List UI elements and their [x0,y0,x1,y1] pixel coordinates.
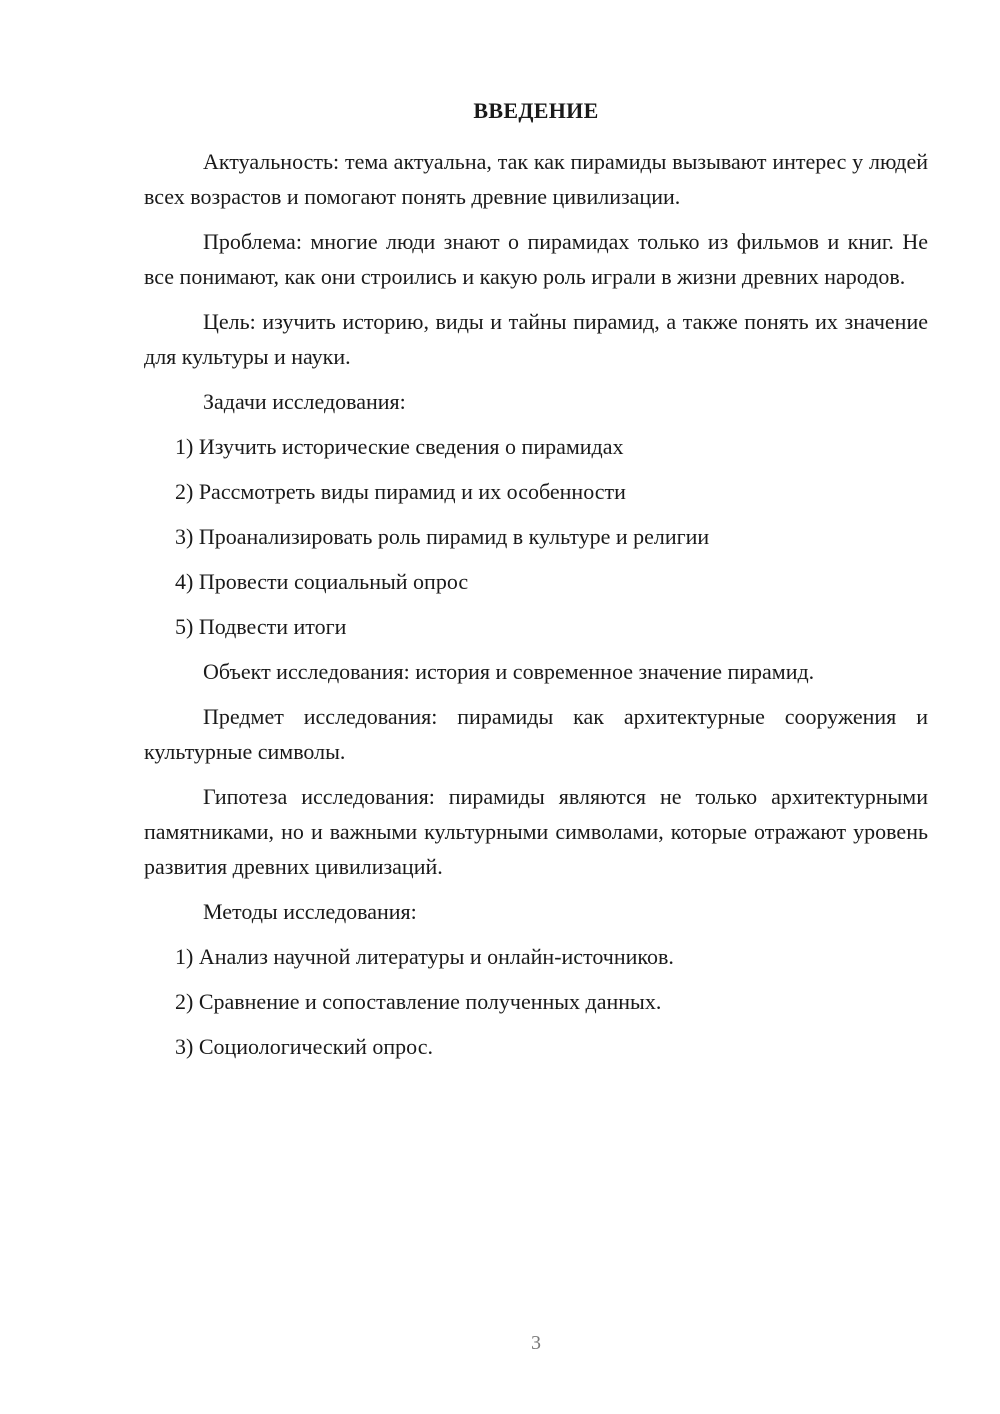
tasks-list [144,429,928,644]
hypothesis-paragraph: Гипотеза исследования: пирамиды являются не только архитектурными памятниками, но и важными культурными символами, которые отражают уровень развития древних цивилизаций. [144,784,928,879]
list-item: 4) Провести социальный опрос [175,569,469,594]
section-title: ВВЕДЕНИЕ [473,98,599,123]
tasks-heading: Задачи исследования: [203,389,406,414]
goal-paragraph: Цель: изучить историю, виды и тайны пирамид, а также понять их значение для культуры и науки. [144,309,928,369]
object-paragraph: Объект исследования: история и современное значение пирамид. [203,659,815,684]
relevance-paragraph: Актуальность: тема актуальна, так как пирамиды вызывают интерес у людей всех возрастов и помогают понять древние цивилизации. [144,149,928,209]
subject-paragraph: Предмет исследования: пирамиды как архитектурные сооружения и культурные символы. [144,704,928,764]
problem-paragraph: Проблема: многие люди знают о пирамидах только из фильмов и книг. Не все понимают, как они строились и какую роль играли в жизни древних народов. [144,229,928,289]
list-item: 2) Рассмотреть виды пирамид и их особенности [175,479,626,504]
methods-heading: Методы исследования: [203,899,417,924]
list-item: 1) Изучить исторические сведения о пирамидах [175,434,624,459]
page-number: 3 [531,1332,541,1354]
list-item: 1) Анализ научной литературы и онлайн-источников. [175,944,674,969]
list-item: 2) Сравнение и сопоставление полученных данных. [175,989,662,1014]
methods-list [144,939,928,1064]
list-item: 3) Проанализировать роль пирамид в культуре и религии [175,524,710,549]
list-item: 3) Социологический опрос. [175,1034,433,1059]
page-content [144,96,928,1074]
list-item: 5) Подвести итоги [175,614,347,639]
